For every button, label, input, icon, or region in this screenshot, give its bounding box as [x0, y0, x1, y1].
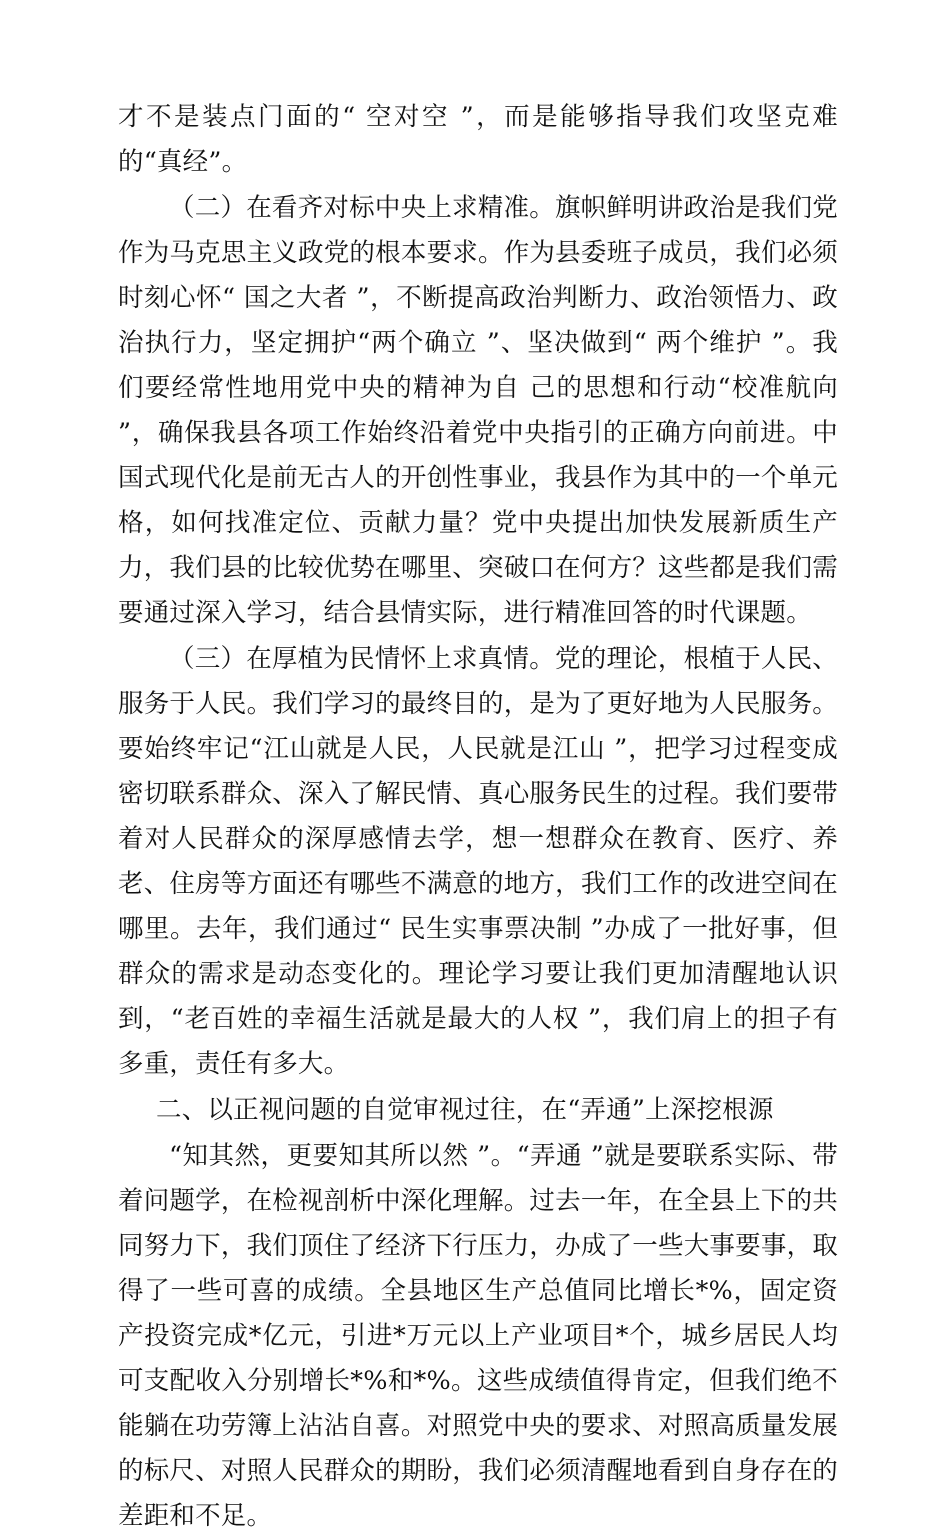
heading-section-two: 二、以正视问题的自觉审视过往，在“弄通”上深挖根源: [156, 1095, 774, 1125]
paragraph-continuation: 才不是装点门面的“ 空对空 ”，而是能够指导我们攻坚克难的“真经”。: [118, 102, 838, 177]
paragraph-section-two-body: “知其然，更要知其所以然 ”。“弄通 ”就是要联系实际、带着问题学，在检视剖析中深化理解。过去一年，在全县上下的共同努力下，我们顶住了经济下行压力，办成了一些大事要事，取得了一些可喜的成绩。全县地区生产总值同比增长*%，固定资产投资完成*亿元，引进*万元以上产业项目*个，城乡居民人均可支配收入分别增长*%和*%。这些成绩值得肯定，但我们绝不能躺在功劳簿上沾沾自喜。对照党中央的要求、对照高质量发展的标尺、对照人民群众的期盼，我们必须清醒地看到自身存在的差距和不足。: [118, 1141, 838, 1531]
paragraph-section-three: （三）在厚植为民情怀上求真情。党的理论，根植于人民、服务于人民。我们学习的最终目的，是为了更好地为人民服务。要始终牢记“江山就是人民，人民就是江山 ”，把学习过程变成密切联系群众、深入了解民情、真心服务民生的过程。我们要带着对人民群众的深厚感情去学，想一想群众在教育、医疗、养老、住房等方面还有哪些不满意的地方，我们工作的改进空间在哪里。去年，我们通过“ 民生实事票决制 ”办成了一批好事，但群众的需求是动态变化的。理论学习要让我们更加清醒地认识到，“老百姓的幸福生活就是最大的人权 ”，我们肩上的担子有多重，责任有多大。: [118, 644, 838, 1079]
paragraph-section-two: （二）在看齐对标中央上求精准。旗帜鲜明讲政治是我们党作为马克思主义政党的根本要求。作为县委班子成员，我们必须时刻心怀“ 国之大者 ”，不断提高政治判断力、政治领悟力、政治执行力，坚定拥护“两个确立 ”、坚决做到“ 两个维护 ”。我们要经常性地用党中央的精神为自 己的思想和行动“校准航向 ”，确保我县各项工作始终沿着党中央指引的正确方向前进。中国式现代化是前无古人的开创性事业，我县作为其中的一个单元格，如何找准定位、贡献力量？党中央提出加快发展新质生产力，我们县的比较优势在哪里、突破口在何方？这些都是我们需要通过深入学习，结合县情实际，进行精准回答的时代课题。: [118, 193, 838, 628]
document-body: [118, 95, 838, 1539]
